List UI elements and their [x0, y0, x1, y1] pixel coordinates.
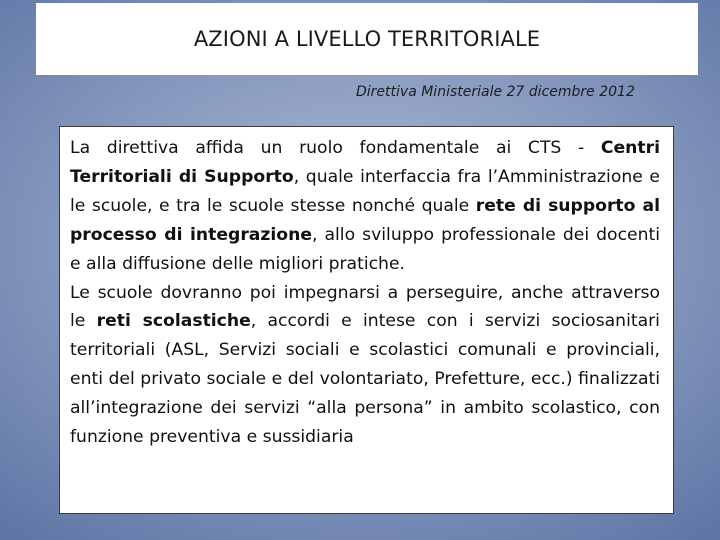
- paragraph-scuole: [70, 279, 660, 452]
- text-run: La direttiva affida un ruolo fondamentale ai CTS -: [70, 138, 601, 158]
- bold-term-cts: Centri Territoriali di Supporto: [70, 138, 660, 187]
- text-run: , quale interfaccia fra l’Amministrazione e le scuole, e tra le scuole stesse nonché quale: [70, 166, 661, 216]
- slide-title: AZIONI A LIVELLO TERRITORIALE: [193, 27, 541, 51]
- title-box: [36, 3, 698, 75]
- text-run: , accordi e intese con i servizi sociosanitari territoriali (ASL, Servizi sociali e scolastici comunali e provinciali, enti del privato sociale e del volontariato, Prefetture, ecc.) finalizzati all’integrazione dei servizi “alla persona” in ambito scolastico, con funzione preventiva e sussidiaria: [70, 311, 660, 448]
- content-box: [59, 126, 674, 514]
- paragraph-cts: [70, 134, 660, 279]
- bold-term-rete-supporto: rete di supporto al processo di integrazione: [70, 195, 660, 245]
- text-run: , allo sviluppo professionale dei docenti e alla diffusione delle migliori pratiche.: [70, 224, 660, 274]
- slide-subtitle: Direttiva Ministeriale 27 dicembre 2012: [356, 84, 635, 100]
- text-run: Le scuole dovranno poi impegnarsi a perseguire, anche attraverso le: [70, 282, 660, 332]
- bold-term-reti-scolastiche: reti scolastiche: [96, 311, 251, 332]
